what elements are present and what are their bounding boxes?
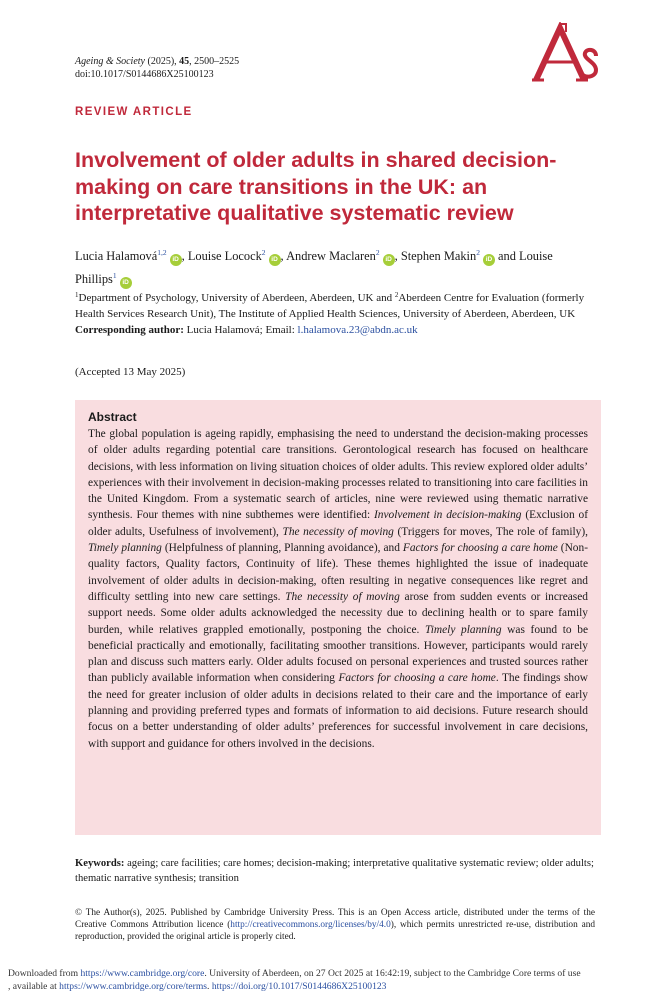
author-name: Stephen Makin xyxy=(400,249,477,263)
journal-pages: , 2500–2525 xyxy=(189,56,240,67)
abstract-theme-name: Factors for choosing a care home xyxy=(402,542,558,555)
author-name: Lucia Halamová xyxy=(75,249,158,263)
footer-core-link[interactable]: https://www.cambridge.org/core xyxy=(80,968,205,979)
keywords-label: Keywords: xyxy=(75,858,125,869)
footer-text-2: . University of Aberdeen, on 27 Oct 2025 at 16:42:19, subject to the Cambridge Core terms of use xyxy=(204,968,581,979)
abstract-segment: (Triggers for moves, The role of family), xyxy=(393,525,588,538)
licence-link[interactable]: http://creativecommons.org/licenses/by/4.0 xyxy=(230,920,391,931)
orcid-icon[interactable]: iD xyxy=(269,254,281,266)
orcid-icon[interactable]: iD xyxy=(170,254,182,266)
abstract-segment: arose from sudden events or increased support needs. Some older adults acknowledged the necessity due to declining health or to spare family burden, while relatives grappled emotionally, postponing the choice. xyxy=(88,590,588,636)
abstract-segment: (Non-quality factors, Quality factors, Continuity of life). These themes highlighted the issue of inadequate involvement of older adults in decision-making, often resulting in negative consequences like regret and difficulty settling into new care settings. xyxy=(88,542,588,603)
author-affiliation-marker: 1,2 xyxy=(157,248,167,257)
author-separator: , xyxy=(280,249,287,263)
abstract-segment: was found to be beneficial practically and emotionally, facilitating smoother transitions. However, participants would rarely plan and discuss such matters early. Older adults focused on personal experiences and trusted sources rather than publicly available information when considering xyxy=(88,623,588,685)
author-name: Andrew Maclaren xyxy=(286,249,376,263)
abstract-theme-name: Timely planning xyxy=(88,542,162,555)
keywords xyxy=(75,856,595,886)
author-separator: , xyxy=(394,249,401,263)
abstract-heading: Abstract xyxy=(88,410,137,424)
journal-citation xyxy=(75,56,239,81)
abstract-text xyxy=(88,426,588,752)
affiliation-marker-2: 2 xyxy=(394,291,399,299)
footer-text-3: , available at xyxy=(8,981,60,992)
abstract-theme-name: Timely planning xyxy=(425,623,502,636)
keywords-text: ageing; care facilities; care homes; decision-making; interpretative qualitative systematic review; older adults; thematic narrative synthesis; transition xyxy=(75,858,594,884)
abstract-segment: . The findings show the need for greater inclusion of older adults in decisions related to their care and the importance of early planning and providing preferred types and formats of information to aid decisions. Future research should focus on a better understanding of older adults’ preferences for successful involvement in care decisions, with support and guidance for others involved in the decisions. xyxy=(88,672,589,750)
journal-name: Ageing & Society xyxy=(75,56,145,67)
abstract-segment: (Helpfulness of planning, Planning avoidance), and xyxy=(161,542,403,555)
download-footer xyxy=(8,967,663,993)
abstract-theme-name: The necessity of moving xyxy=(285,590,400,603)
journal-doi: doi:10.1017/S0144686X25100123 xyxy=(75,68,214,80)
journal-logo-icon xyxy=(530,22,600,86)
corresponding-author-label: Corresponding author: xyxy=(75,324,184,336)
corresponding-email-link[interactable]: l.halamova.23@abdn.ac.uk xyxy=(297,324,418,336)
abstract-box xyxy=(75,400,601,835)
copyright-text-end: ), which permits unrestricted re-use, distribution and reproduction, provided the original article is properly cited. xyxy=(75,920,595,943)
author-affiliation-marker: 2 xyxy=(261,248,266,257)
author-affiliation-marker: 1 xyxy=(112,271,117,280)
footer-text-4: . xyxy=(207,981,212,992)
author-separator: , xyxy=(181,249,188,263)
author-list xyxy=(75,243,595,289)
orcid-icon[interactable]: iD xyxy=(383,254,395,266)
author-affiliation-marker: 2 xyxy=(476,248,480,257)
corresponding-author-text: Lucia Halamová; Email: xyxy=(183,324,298,336)
abstract-theme-name: The necessity of moving xyxy=(282,525,394,538)
footer-doi-link[interactable]: https://doi.org/10.1017/S0144686X25100123 xyxy=(211,981,387,992)
abstract-theme-name: Factors for choosing a care home xyxy=(338,672,496,685)
author-affiliation-marker: 2 xyxy=(375,248,380,257)
footer-text-1: Downloaded from xyxy=(8,968,81,979)
copyright-text-start: © The Author(s), 2025. Published by Cambridge University Press. This is an Open Access article, distributed under the terms of the Creative Commons Attribution licence ( xyxy=(75,908,595,931)
author-name: Louise Locock xyxy=(187,249,262,263)
abstract-segment: The global population is ageing rapidly, emphasising the need to understand the decision-making processes of older adults regarding potential care transitions. Gerontological research has focused on healthcare decisions, with less information on living situation choices of older adults. This review explored older adults’ experiences with their involvement in decision-making processes related to transitioning into care facilities in the United Kingdom. From a systematic search of articles, nine were reviewed using thematic narrative synthesis. Four themes with nine subthemes were identified: xyxy=(88,428,588,522)
abstract-theme-name: Involvement in decision-making xyxy=(374,509,522,522)
footer-terms-link[interactable]: https://www.cambridge.org/core/terms xyxy=(59,981,208,992)
affiliations xyxy=(75,287,595,338)
affiliation-2: Aberdeen Centre for Evaluation (formerly Health Services Research Unit), The Institute of Applied Health Sciences, University of Aberdeen, Aberdeen, UK xyxy=(75,292,585,320)
copyright-notice xyxy=(75,907,595,944)
article-type: REVIEW ARTICLE xyxy=(75,106,193,118)
journal-year: (2025), xyxy=(147,56,177,67)
abstract-segment: (Exclusion of older adults, Usefulness of involvement), xyxy=(88,509,588,538)
orcid-icon[interactable]: iD xyxy=(120,277,132,289)
author-separator: and xyxy=(494,249,520,263)
orcid-icon[interactable]: iD xyxy=(483,254,495,266)
affiliation-1: Department of Psychology, University of Aberdeen, Aberdeen, UK and xyxy=(78,292,395,304)
article-title: Involvement of older adults in shared decision-making on care transitions in the UK: an interpretative qualitative systematic review xyxy=(75,148,557,225)
accepted-date: (Accepted 13 May 2025) xyxy=(75,366,186,378)
author-name: Louise Phillips xyxy=(75,249,553,286)
affiliation-marker-1: 1 xyxy=(75,291,79,299)
journal-volume: 45 xyxy=(179,56,190,67)
